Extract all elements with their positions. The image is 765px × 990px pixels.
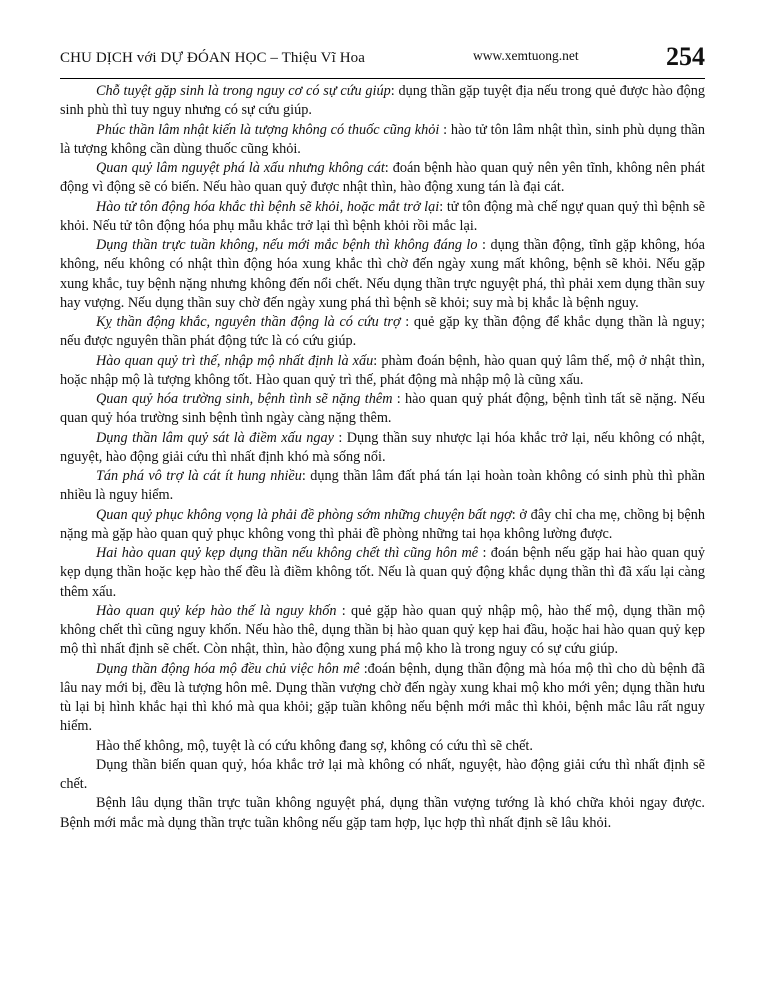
paragraph-lead: Dụng thần động hóa mộ đều chủ việc hôn mê — [96, 660, 360, 677]
header-title: CHU DỊCH với DỰ ĐÓAN HỌC – Thiệu Vĩ Hoa — [60, 50, 365, 66]
paragraph-lead: Chỗ tuyệt gặp sinh là trong nguy cơ có sự cứu giúp — [96, 83, 391, 99]
paragraph — [60, 82, 705, 121]
paragraph-text: Dụng thần biến quan quỷ, hóa khắc trở lại mà không có nhất, nguyệt, hào động giải cứu thì nhất định sẽ chết. — [60, 756, 705, 792]
paragraph — [60, 660, 705, 737]
paragraph-lead: Hai hào quan quỷ kẹp dụng thần nếu không chết thì cũng hôn mê — [96, 545, 479, 561]
paragraph — [60, 506, 705, 545]
paragraph — [60, 159, 705, 198]
paragraph-text: : tử tôn động mà chế ngự quan quỷ thì bệnh sẽ khỏi. Nếu tử tôn động hóa phụ mẫu khắc trở lại thì bệnh khỏi rồi mắc lại. — [60, 198, 705, 234]
header-website-url[interactable]: www.xemtuong.net — [473, 48, 579, 63]
paragraph-lead: Dụng thần trực tuần không, nếu mới mắc bệnh thì không đáng lo — [96, 237, 478, 253]
paragraph — [60, 794, 705, 833]
header-divider — [60, 78, 705, 79]
paragraph-lead: Phúc thần lâm nhật kiến là tượng không có thuốc cũng khỏi — [96, 121, 440, 138]
paragraph-lead: Tán phá vô trợ là cát ít hung nhiều — [96, 468, 302, 484]
paragraph — [60, 390, 705, 429]
paragraph-text: : quẻ gặp hào quan quỷ nhập mộ, hào thế mộ, dụng thần mộ không chết thì cũng nguy khốn. Nếu hào thê, dụng thần bị hào quan quỷ kẹp hai đầu, hoặc hai hào quan quỷ kẹp mộ thì nhất định sẽ chết. Còn nhật, thìn, hào động xung phá mộ kho là trong nguy có sự cứu giúp. — [60, 602, 705, 658]
paragraph-lead: Quan quỷ hóa trường sinh, bệnh tình sẽ nặng thêm — [96, 391, 393, 407]
paragraph — [60, 544, 705, 602]
paragraph — [60, 737, 705, 756]
paragraph-text: : hào tử tôn lâm nhật thìn, sinh phù dụng thần là tượng không cần dùng thuốc cũng khỏi. — [60, 121, 705, 157]
paragraph — [60, 198, 705, 237]
paragraph-lead: Quan quỷ lâm nguyệt phá là xấu nhưng không cát — [96, 160, 385, 176]
paragraph — [60, 429, 705, 468]
paragraph-text: : ở đây chỉ cha mẹ, chồng bị bệnh nặng mà gặp hào quan quỷ phục không vong thì phải đề phòng những tai họa không lường được. — [60, 506, 705, 542]
paragraph-text: : dụng thần động, tĩnh gặp không, hóa không, nếu không có nhật thìn động hóa xung khắc thì chờ đến ngày xung mất không, bệnh sẽ khỏi. Nếu gặp xung khắc, tuy bệnh nặng nhưng không đến nổi chết. Nếu dụng thần trực nguyệt phá, thì phải xem dụng thần suy hay vượng. Nếu dụng thần suy chờ đến ngày xung phá thì bệnh sẽ khỏi; suy mà bị khắc là bệnh nguy. — [60, 237, 705, 311]
paragraph-text: : đoán bệnh nếu gặp hai hào quan quỷ kẹp dụng thần hoặc kẹp hào thế đều là điềm không tốt. Nếu là quan quỷ động khắc dụng thần thì đã xấu lại càng thêm xấu. — [60, 545, 705, 600]
paragraph-text: :đoán bệnh, dụng thần động mà hóa mộ thì cho dù bệnh đã lâu nay mới bị, đều là tượng hôn mê. Dụng thần vượng chờ đến ngày xung khai mộ kho mới yên; dụng thần hưu tù lại bị hình khắc hại thì khó mà qua khỏi; gặp tuần không nếu bệnh mới mắc thì khỏi, bệnh mắc lâu rất nguy hiểm. — [60, 660, 705, 735]
paragraph — [60, 313, 705, 352]
paragraph-lead: Hào quan quỷ trì thế, nhập mộ nhất định là xấu — [96, 352, 374, 369]
page-number: 254 — [666, 42, 705, 71]
paragraph-text: Bệnh lâu dụng thần trực tuần không nguyệt phá, dụng thần vượng tướng là khó chữa khỏi ngay được. Bệnh mới mắc mà dụng thần trực tuần không nếu gặp tam hợp, lục hợp thì nhất định sẽ lâu khỏi. — [60, 795, 705, 831]
paragraph-lead: Dụng thần lâm quỷ sát là điềm xấu ngay — [96, 429, 334, 446]
paragraph-text: : hào quan quỷ phát động, bệnh tình tất sẽ nặng. Nếu quan quỷ hóa trường sinh bệnh tình ngày càng nặng thêm. — [60, 391, 705, 427]
paragraph — [60, 602, 705, 660]
paragraph-text: : Dụng thần suy nhược lại hóa khắc trở lại, nếu không có nhật, nguyệt, hào động giải cứu thì nhất định khó mà sống nổi. — [60, 429, 705, 465]
paragraph — [60, 121, 705, 160]
page-body — [60, 82, 705, 833]
paragraph-text: : phàm đoán bệnh, hào quan quỷ lâm thế, mộ ở nhật thìn, hoặc nhập mộ là tượng không tốt. Hào quan quỷ trì thế, phát động mà nhập mộ là cũng xấu. — [60, 352, 705, 388]
paragraph — [60, 756, 705, 795]
paragraph — [60, 467, 705, 506]
page-header — [60, 42, 705, 80]
paragraph-text: : đoán bệnh hào quan quỷ nên yên tĩnh, không nên phát động vì động sẽ có biến. Nếu hào quan quỷ được nhật thìn, hào động xung tán là đại cát. — [60, 160, 705, 196]
paragraph — [60, 352, 705, 391]
paragraph-text: Hào thế không, mộ, tuyệt là có cứu không đang sợ, không có cứu thì sẽ chết. — [96, 737, 533, 754]
paragraph-lead: Kỵ thần động khắc, nguyên thần động là có cứu trợ — [96, 314, 401, 330]
paragraph-text: : dụng thần lâm đất phá tán lại hoàn toàn không có sinh phù thì phần nhiều là nguy hiểm. — [60, 468, 705, 504]
paragraph-text: : quẻ gặp kỵ thần động để khắc dụng thần là nguy; nếu được nguyên thần phát động tức là có cứu giúp. — [60, 314, 705, 350]
paragraph-lead: Quan quỷ phục không vọng là phải đề phòng sớm những chuyện bất ngợ — [96, 506, 512, 523]
paragraph-text: : dụng thần gặp tuyệt địa nếu trong quẻ được hào động sinh phù thì tuy nguy nhưng có sự cứu giúp. — [60, 83, 706, 119]
paragraph-lead: Hào tử tôn động hóa khắc thì bệnh sẽ khỏi, hoặc mắt trở lại — [96, 198, 440, 215]
paragraph-lead: Hào quan quỷ kép hào thế là nguy khốn — [96, 602, 337, 619]
paragraph — [60, 236, 705, 313]
